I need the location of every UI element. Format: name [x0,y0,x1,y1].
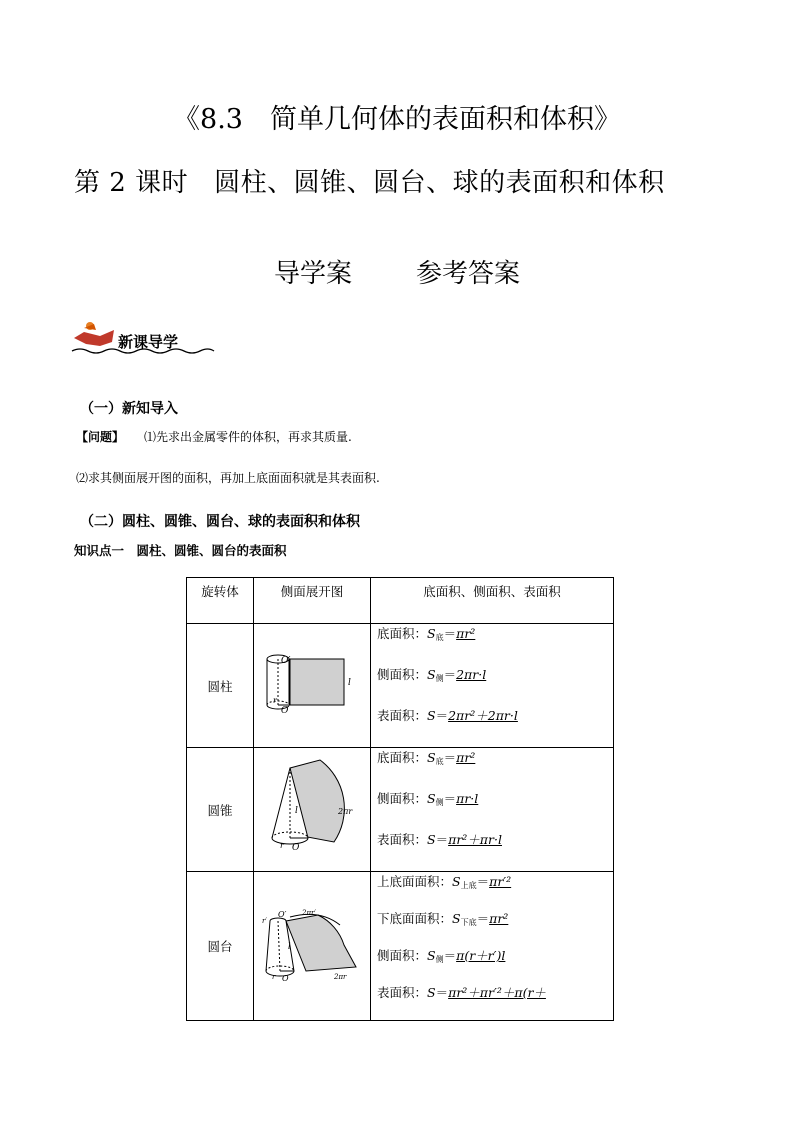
fig-r-top: r′ [262,916,267,925]
fig-r: r [280,841,284,850]
question-tag: 【问题】 [76,430,125,444]
fig-o-bottom: O [282,973,289,983]
fig-o-top: O′ [278,909,287,919]
lesson-number: 第 2 课时 [74,168,189,198]
formula-line: 表面积：S＝πr²＋πr·l [377,832,502,847]
table-row-frustum [187,872,614,1021]
header-areas: 底面积、侧面积、表面积 [371,578,614,624]
formula-line: 下底面面积：$S_{下底}=\pi r^2$ [377,911,509,927]
lesson-topic: 圆柱、圆锥、圆台、球的表面积和体积 [214,168,665,198]
doc-type-answers: 参考答案 [416,259,521,289]
question-2-text: ⑵求其侧面展开图的面积，再加上底面面积就是其表面积. [76,471,380,485]
fig-o-top: O′ [281,656,291,666]
new-lesson-banner-label: 新课导学 [118,333,179,351]
cylinder-net-figure [254,624,371,748]
doc-type-heading [0,253,794,290]
table-row-cylinder [187,624,614,748]
doc-type-guide: 导学案 [273,259,352,289]
question-1-text: ⑴先求出金属零件的体积，再求其质量. [144,430,352,444]
knowledge-point-title: 知识点一 圆柱、圆锥、圆台的表面积 [74,543,287,558]
formula-line: 底面积：$S_底=\pi r^2$ [377,750,476,766]
section-surface-volume: （二）圆柱、圆锥、圆台、球的表面积和体积 [80,514,360,530]
formula-line: 侧面积：$S_侧=\pi r\cdot l$ [377,791,479,807]
fig-r: r [273,696,277,705]
document-title: 《8.3 简单几何体的表面积和体积》 [173,104,621,135]
row-name: 圆台 [187,872,254,1021]
fig-o-bottom: O [281,706,289,716]
fig-arc: 2πr [338,807,353,816]
row-name: 圆锥 [187,748,254,872]
question-line-1 [76,428,352,445]
formula-line: 底面积：$S_底=\pi r^2$ [377,626,476,642]
surface-area-table [186,577,614,1021]
table-row-cone [187,748,614,872]
cone-formulas [371,748,614,872]
header-solid: 旋转体 [187,578,254,624]
fig-l: l [348,678,351,688]
fig-arc-bottom: 2πr [334,972,347,981]
frustum-net-figure [254,872,371,1021]
formula-line: 上底面面积：$S_{上底}=\pi r'^2$ [377,874,512,890]
formula-line: 侧面积：$S_侧=\pi(r+r')l$ [377,948,506,964]
frustum-net-icon [260,905,364,985]
cone-net-icon [260,758,364,858]
section-new-knowledge: （一）新知导入 [80,401,178,417]
formula-line: 表面积：S＝πr²＋πr′²＋π(r＋ [377,985,546,1000]
header-net: 侧面展开图 [254,578,371,624]
formula-line: 表面积：S＝2πr²＋2πr·l [377,708,518,723]
fig-l: l [288,941,291,951]
row-name: 圆柱 [187,624,254,748]
cylinder-formulas [371,624,614,748]
fig-arc-top: 2πr′ [302,908,316,917]
fig-l: l [295,806,298,816]
formula-line: 侧面积：$S_侧=2\pi r\cdot l$ [377,667,487,683]
table-header-row [187,578,614,624]
cylinder-net-icon [262,649,362,719]
lesson-subtitle [74,162,665,199]
fig-o: O [292,843,300,853]
cone-net-figure [254,748,371,872]
frustum-formulas [371,872,614,1021]
fig-r: r [272,972,276,981]
